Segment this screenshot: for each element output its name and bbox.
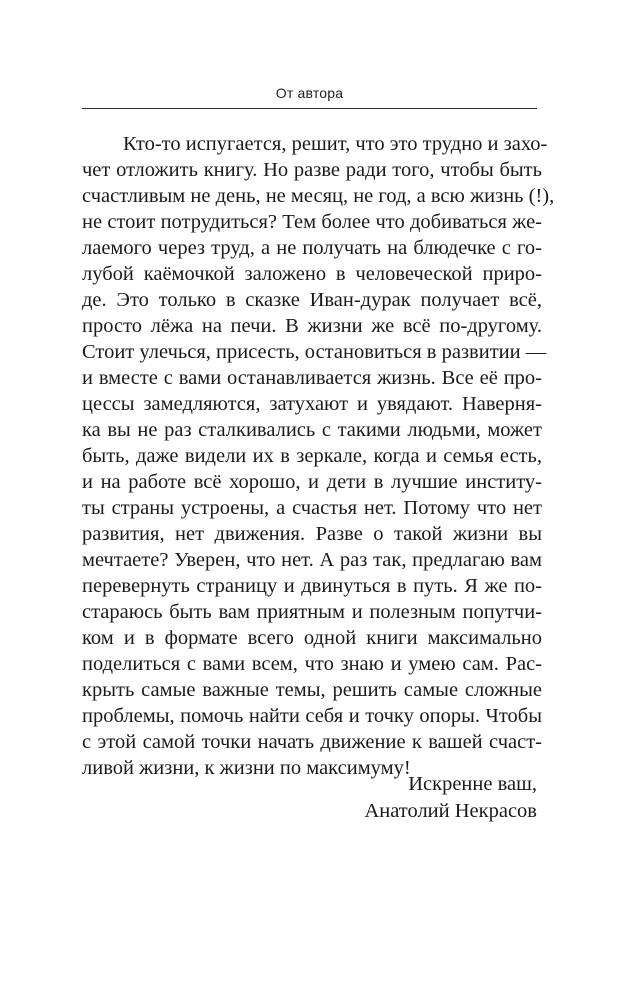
signature-closing: Искренне ваш, <box>408 773 537 795</box>
text-line: де. Это только в сказке Иван-дурак получает всё, <box>82 289 542 311</box>
signature-author: Анатолий Некрасов <box>364 800 537 822</box>
text-line: быть, даже видели их в зеркале, когда и семья есть, <box>82 445 542 467</box>
text-line: лаемого через труд, а не получать на блюдечке с го- <box>82 237 542 259</box>
header-rule <box>82 108 537 109</box>
text-line: лубой каёмочкой заложено в человеческой приро- <box>82 263 542 285</box>
text-line: ты страны устроены, а счастья нет. Потому что нет <box>82 497 542 519</box>
text-line: Кто-то испугается, решит, что это трудно и захо- <box>123 133 548 155</box>
text-line: ка вы не раз сталкивались с такими людьми, может <box>82 419 542 441</box>
text-line: стараюсь быть вам приятным и полезным попутчи- <box>82 601 542 623</box>
text-line: просто лёжа на печи. В жизни же всё по-другому. <box>82 315 542 337</box>
text-line: и вместе с вами останавливается жизнь. Все её про- <box>82 367 542 389</box>
text-line: развития, нет движения. Разве о такой жизни вы <box>82 523 542 545</box>
text-line: мечтаете? Уверен, что нет. А раз так, предлагаю вам <box>82 549 542 571</box>
body-paragraph <box>82 131 555 781</box>
text-line: крыть самые важные темы, решить самые сложные <box>82 679 542 701</box>
text-line: и на работе всё хорошо, и дети в лучшие институ- <box>82 471 542 493</box>
text-line: счастливым не день, не месяц, не год, а всю жизнь (!), <box>82 185 555 207</box>
text-line: цессы замедляются, затухают и увядают. Наверня- <box>82 393 542 415</box>
text-line: Стоит улечься, присесть, остановиться в развитии — <box>82 341 547 363</box>
text-line: ком и в формате всего одной книги максимально <box>82 627 542 649</box>
text-line: чет отложить книгу. Но разве ради того, чтобы быть <box>82 159 542 181</box>
text-line: проблемы, помочь найти себя и точку опоры. Чтобы <box>82 705 542 727</box>
running-head: От автора <box>275 85 344 101</box>
text-line: с этой самой точки начать движение к вашей счаст- <box>82 731 542 753</box>
text-line: поделиться с вами всем, что знаю и умею сам. Рас- <box>82 653 542 675</box>
text-line: перевернуть страницу и двинуться в путь. Я же по- <box>82 575 542 597</box>
signature-block <box>82 771 537 825</box>
text-line: ливой жизни, к жизни по максимуму! <box>82 757 411 779</box>
text-line: не стоит потрудиться? Тем более что добиваться же- <box>82 211 542 233</box>
